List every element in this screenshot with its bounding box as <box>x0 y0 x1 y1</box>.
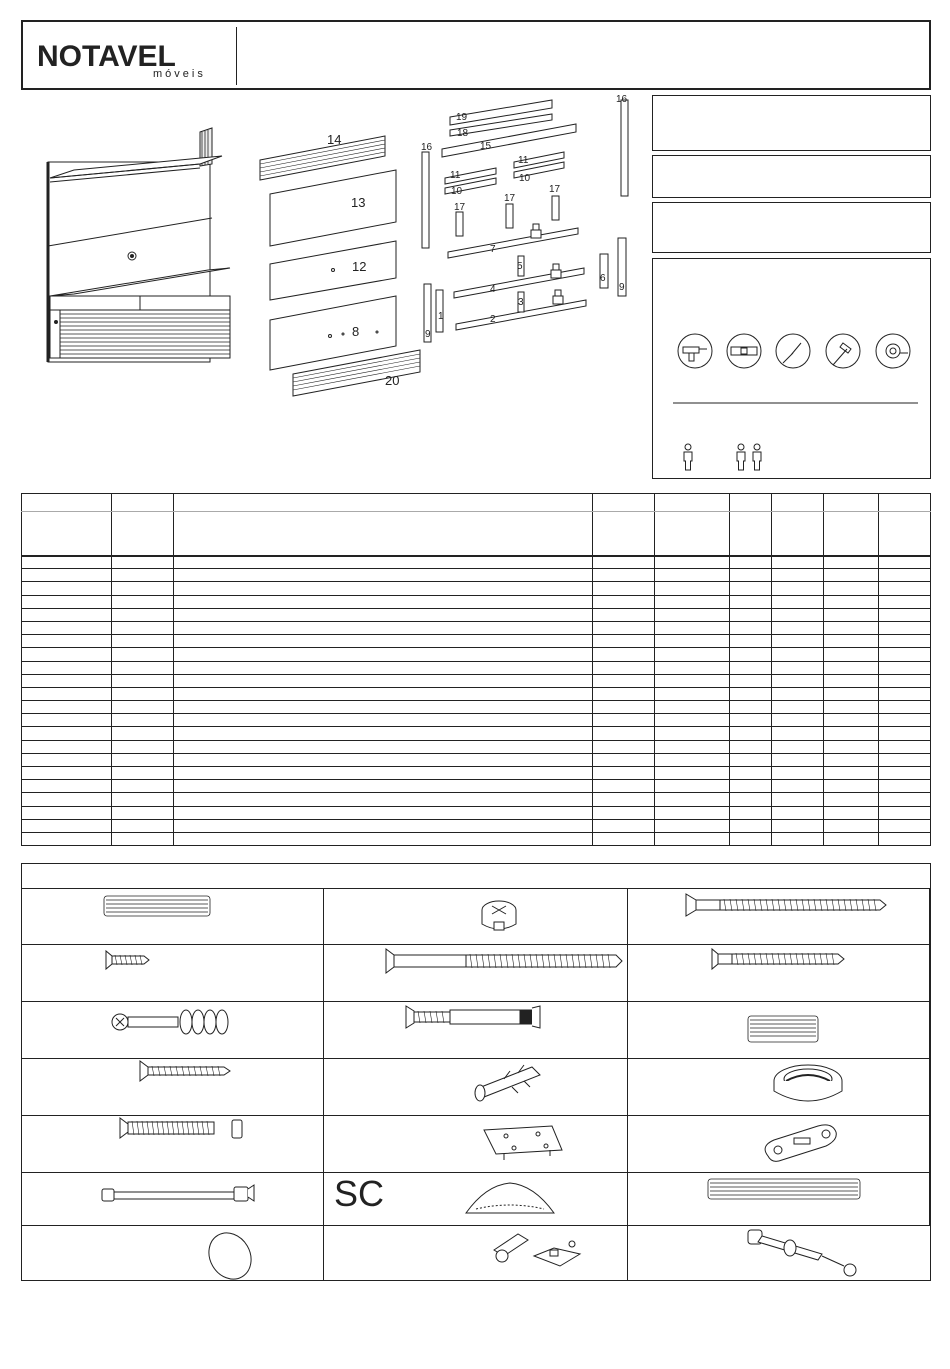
table-header-row <box>22 494 931 512</box>
info-box-3 <box>652 202 931 253</box>
assembled-unit-drawing <box>40 120 240 370</box>
part-label-17b: 17 <box>504 193 516 204</box>
two-person-icon <box>737 444 761 470</box>
table-row <box>22 727 931 740</box>
table-row <box>22 753 931 766</box>
hardware-cell-long-screw <box>628 888 930 945</box>
table-row <box>22 556 931 569</box>
part-label-10a: 10 <box>451 186 463 197</box>
table-row <box>22 608 931 621</box>
table-row <box>22 687 931 700</box>
hardware-cell-minifix-bolt <box>22 1002 324 1059</box>
hammer-icon <box>826 334 860 368</box>
tools-box <box>652 258 931 479</box>
hardware-cell-long-dowel <box>628 1173 930 1226</box>
table-row <box>22 714 931 727</box>
table-row <box>22 832 931 845</box>
table-row <box>22 767 931 780</box>
part-label-8: 8 <box>352 324 360 339</box>
drill-icon <box>678 334 712 368</box>
hardware-cell-bolt-nut <box>22 1116 324 1173</box>
part-label-2: 2 <box>490 314 496 325</box>
screwdriver-icon <box>776 334 810 368</box>
part-label-17c: 17 <box>549 184 561 195</box>
brand-logo <box>35 36 225 87</box>
parts-table <box>21 493 931 846</box>
table-row <box>22 806 931 819</box>
part-label-16b: 16 <box>616 94 628 105</box>
table-row <box>22 621 931 634</box>
hardware-cell-adhesive-pad <box>22 1226 324 1281</box>
part-label-1: 1 <box>438 311 444 322</box>
part-label-12: 12 <box>352 259 367 274</box>
hardware-panel <box>21 863 931 1281</box>
hardware-cell-mounting-plate <box>324 1116 628 1173</box>
exploded-shelves-drawing <box>418 92 643 352</box>
sc-label: SC <box>334 1173 385 1214</box>
part-label-16: 16 <box>421 142 433 153</box>
header-divider <box>236 27 237 85</box>
one-person-icon <box>684 444 692 470</box>
hardware-cell-support-pin <box>628 1226 930 1281</box>
table-row <box>22 595 931 608</box>
part-label-6: 6 <box>600 273 606 284</box>
hardware-cell-dowel <box>22 888 324 945</box>
table-row <box>22 701 931 714</box>
hardware-header <box>22 864 930 889</box>
header <box>21 20 931 90</box>
hardware-cell-short-dowel <box>628 1002 930 1059</box>
table-header-row <box>22 512 931 556</box>
hardware-cell-wall-plug <box>324 1059 628 1116</box>
part-label-9a: 9 <box>425 329 431 340</box>
hardware-cell-small-screw <box>22 945 324 1002</box>
part-label-17a: 17 <box>454 202 466 213</box>
info-box-1 <box>652 95 931 151</box>
info-box-2 <box>652 155 931 198</box>
exploded-panels-drawing <box>255 128 425 398</box>
tape-measure-icon <box>876 334 910 368</box>
hardware-cell-cam-lock <box>324 888 628 945</box>
part-label-20: 20 <box>385 373 400 388</box>
part-label-19: 19 <box>456 112 468 123</box>
part-label-15: 15 <box>480 141 492 152</box>
hardware-cell-sc-bag <box>324 1173 628 1226</box>
part-label-7: 7 <box>490 244 496 255</box>
part-label-18: 18 <box>457 128 469 139</box>
hardware-cell-hinge <box>324 1226 628 1281</box>
part-label-14: 14 <box>327 132 342 147</box>
part-label-3: 3 <box>518 297 524 308</box>
table-row <box>22 740 931 753</box>
part-label-11b: 11 <box>518 155 529 166</box>
part-label-11a: 11 <box>450 170 461 181</box>
table-row <box>22 780 931 793</box>
part-label-10b: 10 <box>519 173 531 184</box>
brand-sub: móveis <box>153 68 206 80</box>
hardware-cell-confirmat-screw <box>324 945 628 1002</box>
part-label-13: 13 <box>351 195 366 210</box>
table-row <box>22 793 931 806</box>
table-row <box>22 819 931 832</box>
hardware-cell-cable-grommet <box>628 1059 930 1116</box>
hardware-cell-connector-bolt <box>324 1002 628 1059</box>
table-row <box>22 635 931 648</box>
table-row <box>22 661 931 674</box>
table-row <box>22 674 931 687</box>
hardware-cell-medium-screw <box>628 945 930 1002</box>
hardware-cell-wood-screw <box>22 1059 324 1116</box>
part-label-5: 5 <box>517 261 523 272</box>
level-icon <box>727 334 761 368</box>
table-row <box>22 582 931 595</box>
hardware-cell-link-plate <box>628 1116 930 1173</box>
part-label-4: 4 <box>490 284 496 295</box>
table-row <box>22 648 931 661</box>
table-row <box>22 569 931 582</box>
part-label-9b: 9 <box>619 282 625 293</box>
hardware-cell-shelf-support-rod <box>22 1173 324 1226</box>
brand-name: NOTAVEL <box>37 40 176 73</box>
